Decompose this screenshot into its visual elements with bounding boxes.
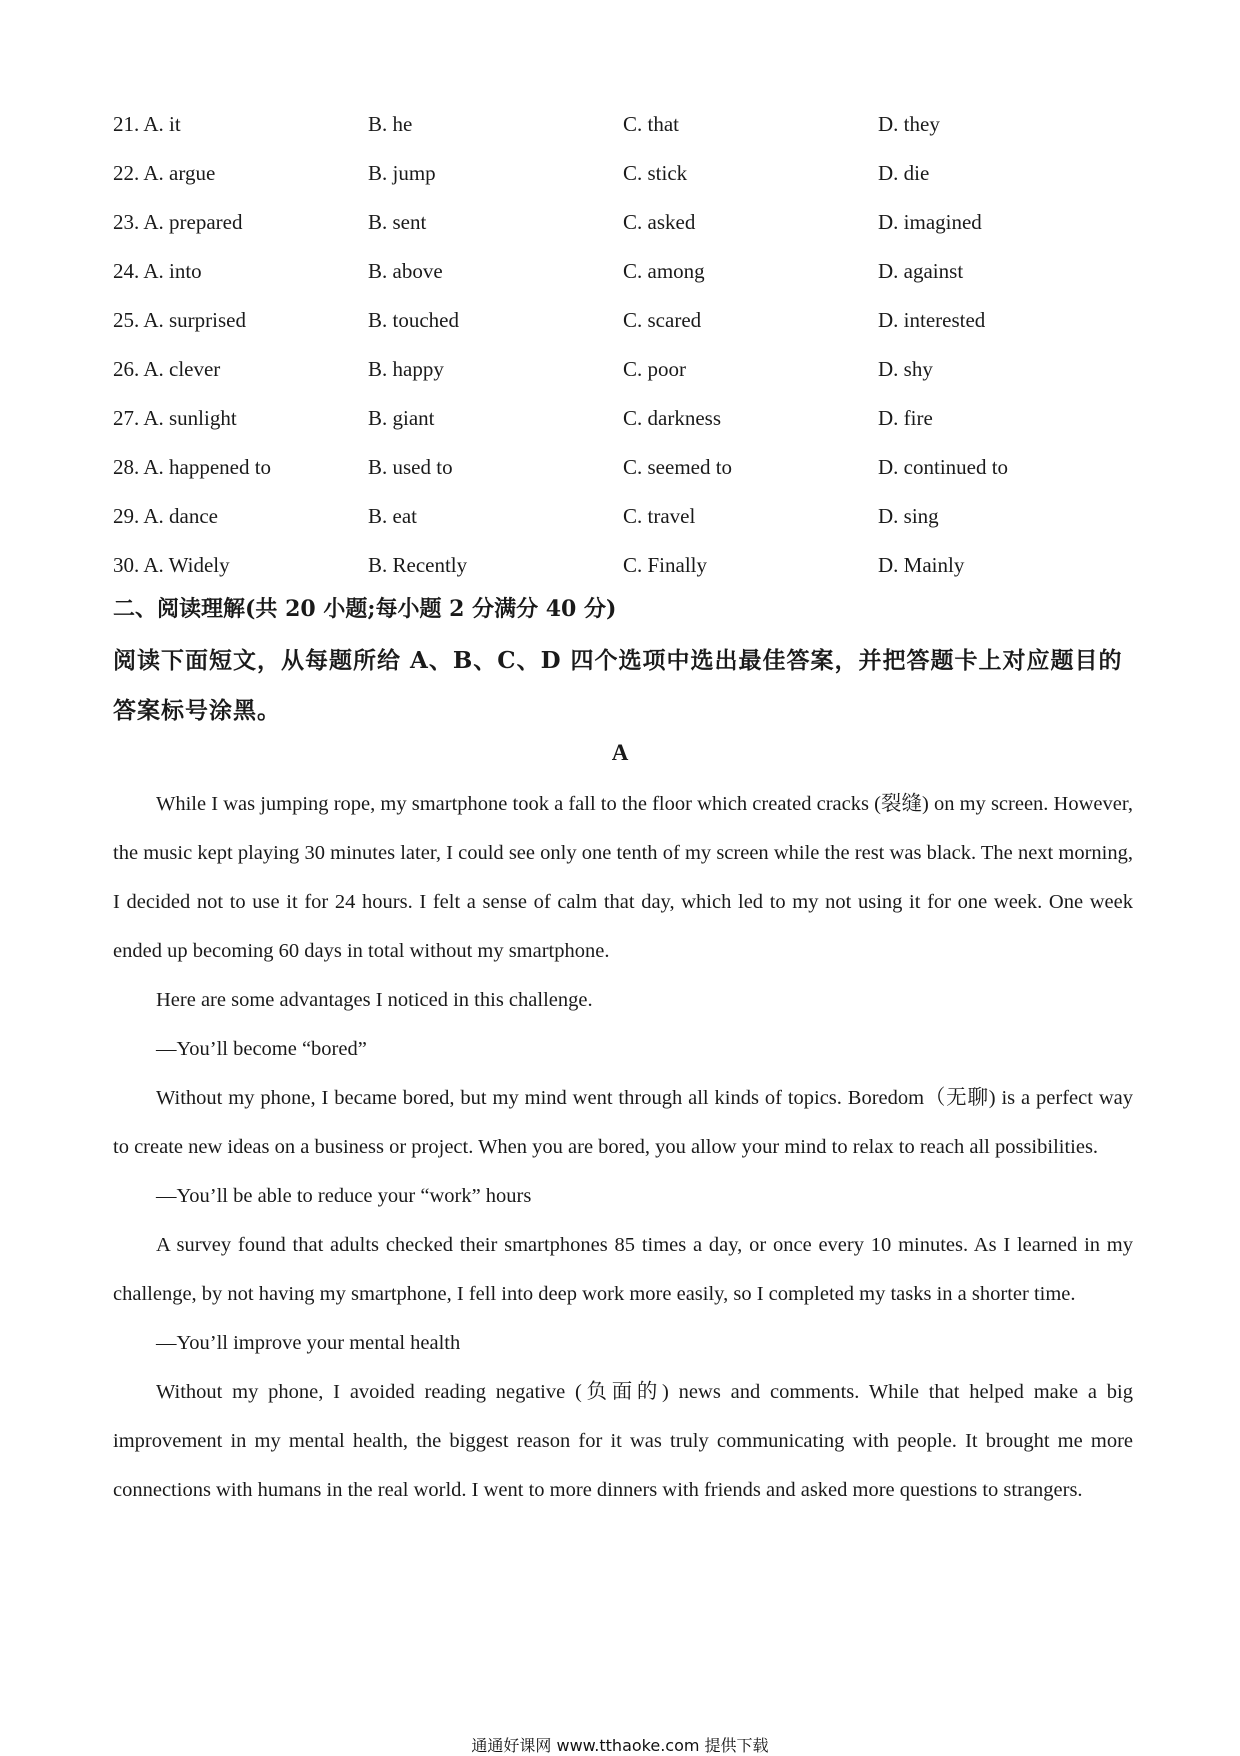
- option-c: C. travel: [623, 504, 696, 528]
- paragraph: Without my phone, I became bored, but my mind went through all kinds of topics. Boredom（无聊) is a perfect way to create new ideas on a business or project. When you are bored, you allow your mind to relax to reach all possibilities.: [113, 1087, 1133, 1158]
- option-d: D. they: [878, 112, 940, 136]
- paragraph: Here are some advantages I noticed in this challenge.: [156, 989, 593, 1011]
- option-b: B. jump: [368, 161, 436, 185]
- option-a: 26. A. clever: [113, 357, 221, 381]
- option-b: B. he: [368, 112, 413, 136]
- option-c: C. darkness: [623, 406, 721, 430]
- option-d: D. interested: [878, 308, 986, 332]
- option-d: D. fire: [878, 406, 933, 430]
- subheading: —You’ll become “bored”: [156, 1038, 367, 1060]
- paragraph: Without my phone, I avoided reading negative (负面的) news and comments. While that helped make a big improvement in my mental health, the biggest reason for it was truly communicating with people. It brought me more connections with humans in the real world. I went to more dinners with friends and asked more questions to strangers.: [113, 1381, 1133, 1501]
- option-b: B. sent: [368, 210, 427, 234]
- option-a: 24. A. into: [113, 259, 202, 283]
- option-d: D. sing: [878, 504, 939, 528]
- option-c: C. that: [623, 112, 679, 136]
- paragraph: A survey found that adults checked their smartphones 85 times a day, or once every 10 minutes. As I learned in my challenge, by not having my smartphone, I fell into deep work more easily, so I completed my tasks in a shorter time.: [113, 1234, 1133, 1305]
- passage-label: A: [611, 740, 629, 765]
- option-a: 28. A. happened to: [113, 455, 272, 479]
- option-b: B. happy: [368, 357, 444, 381]
- subheading: —You’ll be able to reduce your “work” hours: [156, 1185, 532, 1207]
- option-row: [113, 492, 1133, 541]
- option-d: D. die: [878, 161, 930, 185]
- option-c: C. among: [623, 259, 705, 283]
- option-d: D. continued to: [878, 455, 1009, 479]
- option-b: B. above: [368, 259, 443, 283]
- option-c: C. asked: [623, 210, 696, 234]
- option-row: [113, 541, 1133, 590]
- option-c: C. scared: [623, 308, 702, 332]
- option-b: B. touched: [368, 308, 459, 332]
- option-b: B. giant: [368, 406, 435, 430]
- footer-watermark: 通通好课网 www.tthaoke.com 提供下载: [471, 1736, 769, 1755]
- option-d: D. Mainly: [878, 553, 965, 577]
- option-a: 22. A. argue: [113, 161, 216, 185]
- option-c: C. Finally: [623, 553, 708, 577]
- paragraph: While I was jumping rope, my smartphone took a fall to the floor which created cracks (裂缝) on my screen. However, the music kept playing 30 minutes later, I could see only one tenth of my screen while the rest was black. The next morning, I decided not to use it for 24 hours. I felt a sense of calm that day, which led to my not using it for one week. One week ended up becoming 60 days in total without my smartphone.: [113, 793, 1133, 962]
- options-grid: [113, 100, 1133, 590]
- option-a: 23. A. prepared: [113, 210, 243, 234]
- option-row: [113, 296, 1133, 345]
- section-heading: 二、阅读理解(共 20 小题;每小题 2 分满分 40 分): [113, 596, 617, 622]
- option-row: [113, 345, 1133, 394]
- option-b: B. eat: [368, 504, 417, 528]
- option-c: C. seemed to: [623, 455, 733, 479]
- option-c: C. poor: [623, 357, 686, 381]
- option-row: [113, 149, 1133, 198]
- option-row: [113, 394, 1133, 443]
- option-row: [113, 198, 1133, 247]
- subheading: —You’ll improve your mental health: [156, 1332, 461, 1354]
- passage-body: [113, 780, 1133, 1515]
- option-b: B. used to: [368, 455, 453, 479]
- option-d: D. imagined: [878, 210, 982, 234]
- option-c: C. stick: [623, 161, 688, 185]
- option-d: D. shy: [878, 357, 933, 381]
- option-b: B. Recently: [368, 553, 468, 577]
- option-a: 27. A. sunlight: [113, 406, 237, 430]
- option-row: [113, 247, 1133, 296]
- option-a: 21. A. it: [113, 112, 181, 136]
- section-instruction: 阅读下面短文，从每题所给 A、B、C、D 四个选项中选出最佳答案，并把答题卡上对应题目的答案标号涂黑。: [113, 647, 1123, 724]
- option-a: 25. A. surprised: [113, 308, 246, 332]
- option-row: [113, 100, 1133, 149]
- option-a: 29. A. dance: [113, 504, 218, 528]
- option-row: [113, 443, 1133, 492]
- option-a: 30. A. Widely: [113, 553, 230, 577]
- option-d: D. against: [878, 259, 964, 283]
